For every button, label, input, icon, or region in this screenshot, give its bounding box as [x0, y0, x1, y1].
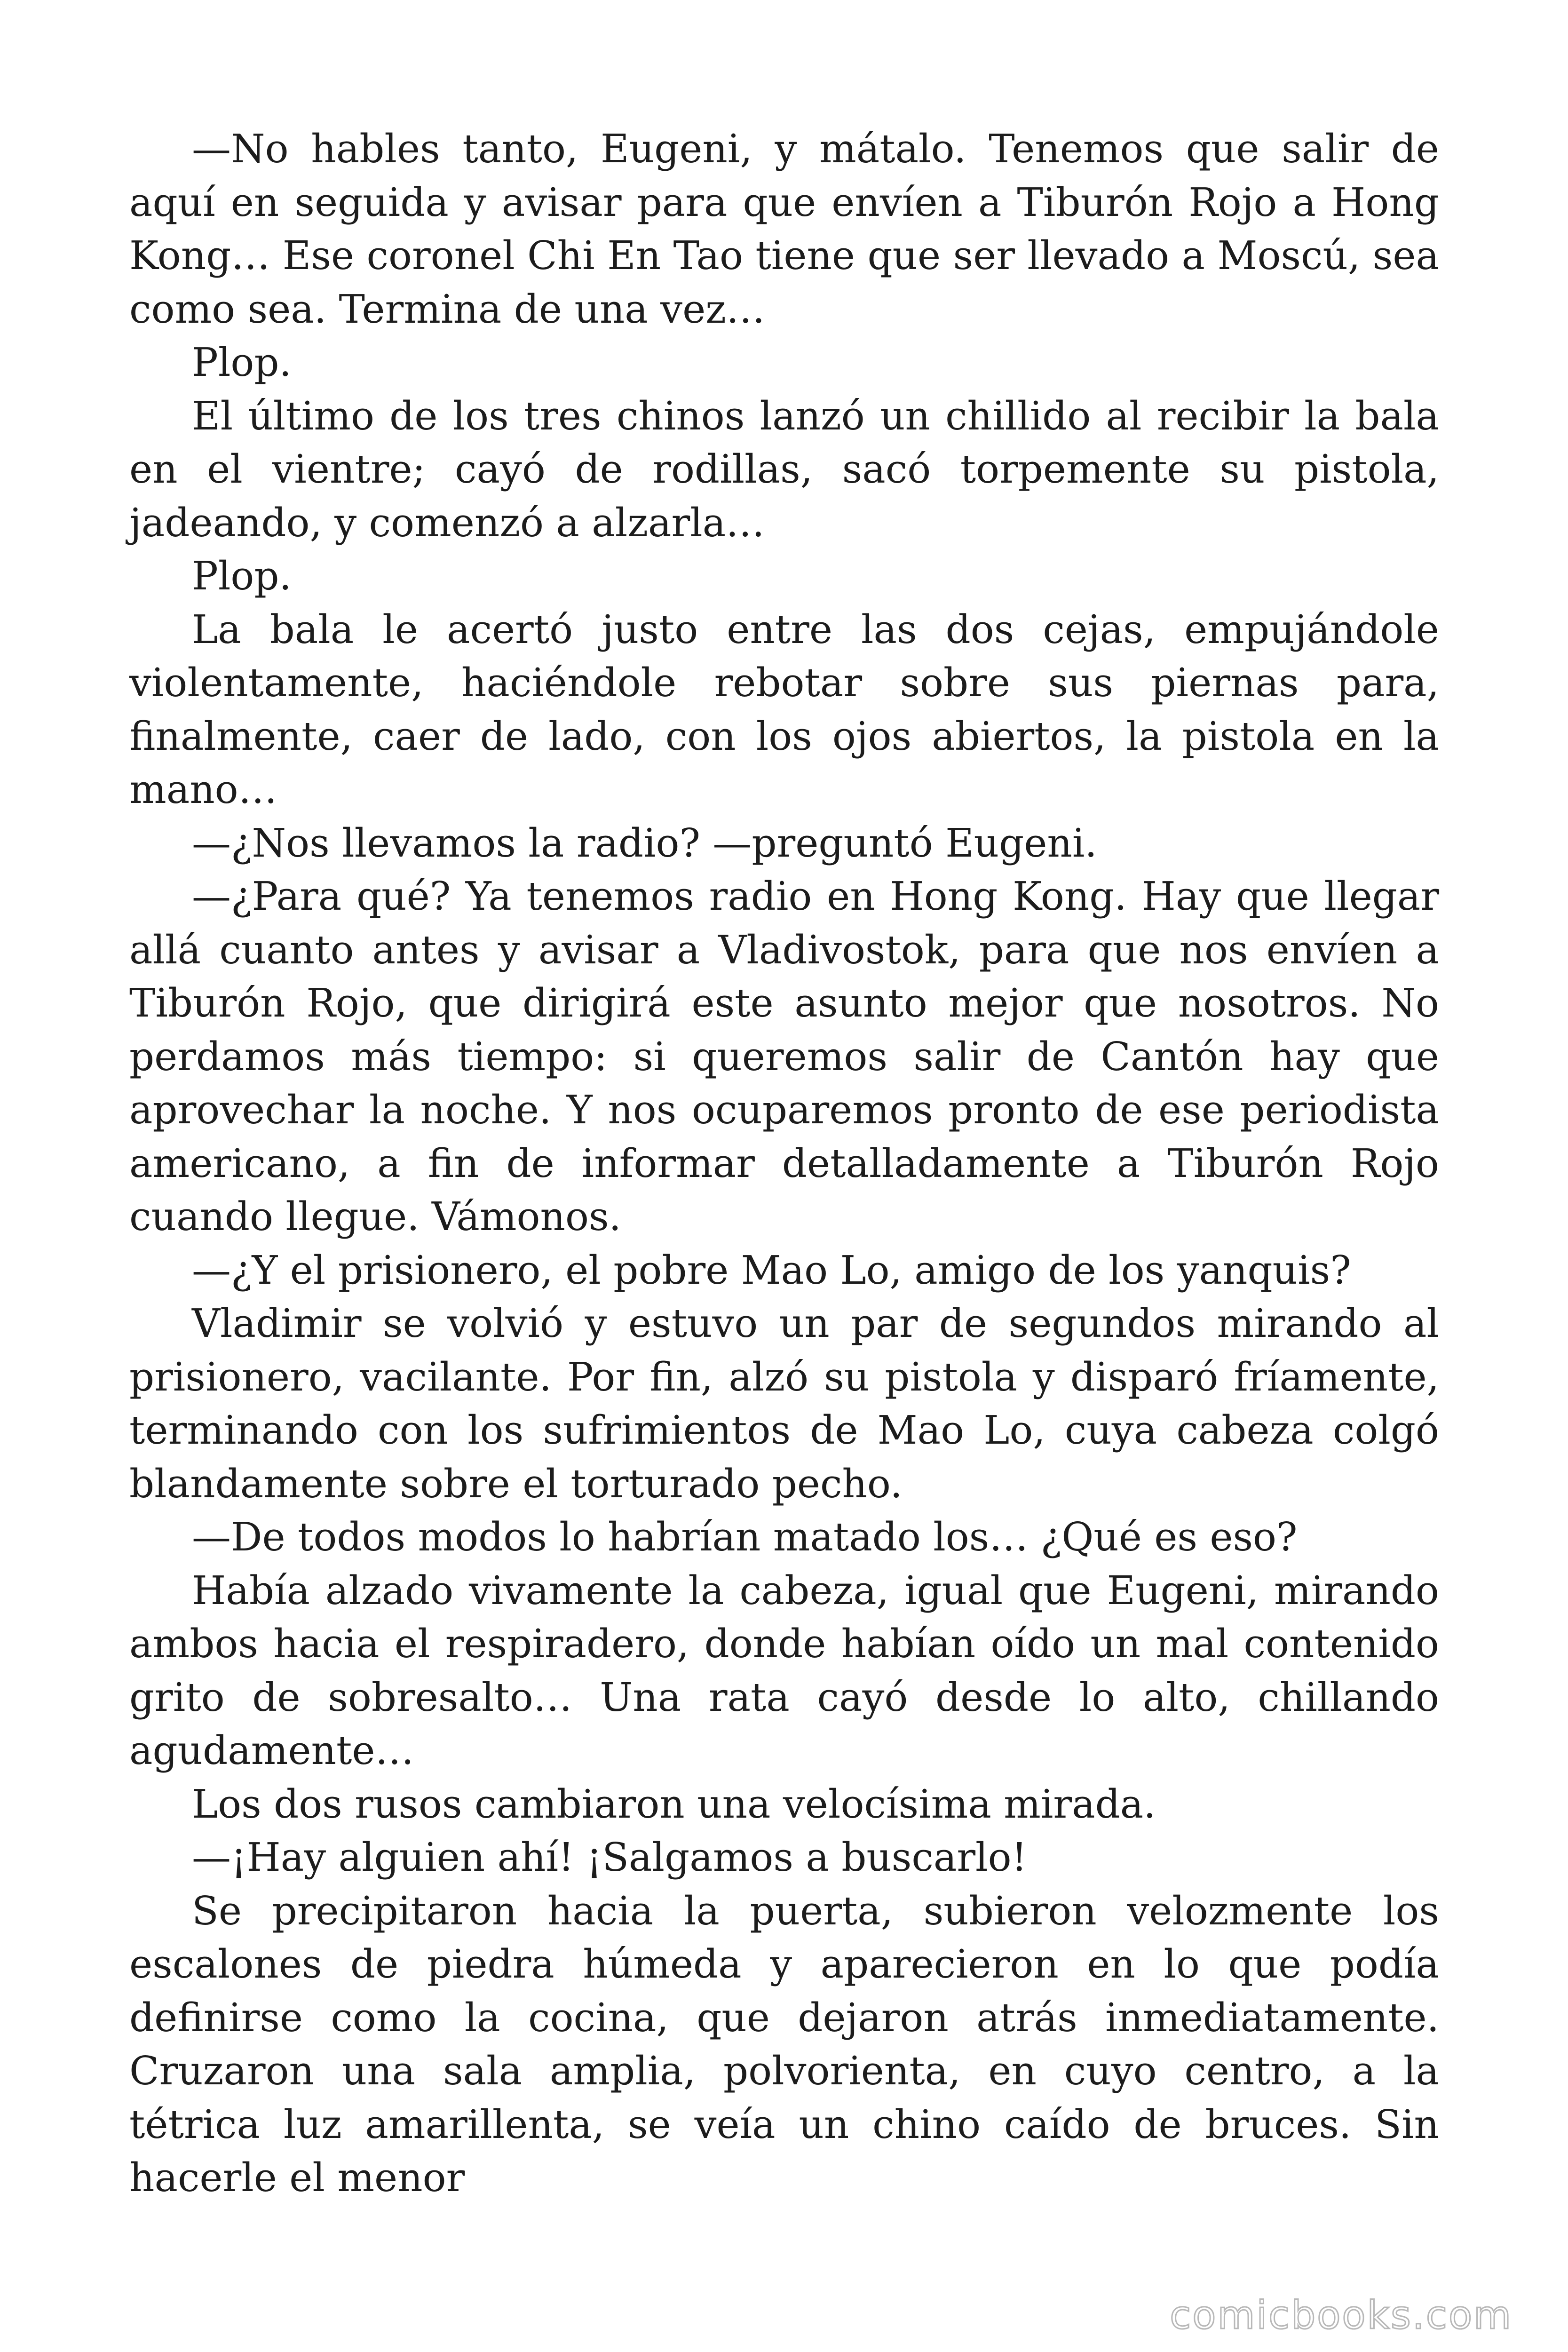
watermark: comicbooks.com	[1170, 2293, 1513, 2338]
paragraph: Vladimir se volvió y estuvo un par de segundos mirando al prisionero, vacilante. Por fin, alzó su pistola y disparó fríamente, terminando con los sufrimientos de Mao Lo, cuya cabeza colgó blandamente sobre el torturado pecho.	[129, 1301, 1439, 1507]
paragraph: —De todos modos lo habrían matado los… ¿Qué es eso?	[192, 1514, 1298, 1560]
paragraph: El último de los tres chinos lanzó un chillido al recibir la bala en el vientre; cayó de rodillas, sacó torpemente su pistola, jadeando, y comenzó a alzarla…	[129, 393, 1439, 546]
paragraph: Los dos rusos cambiaron una velocísima mirada.	[192, 1781, 1156, 1827]
paragraph: —¿Nos llevamos la radio? —preguntó Eugeni.	[192, 820, 1097, 866]
paragraph: —¿Y el prisionero, el pobre Mao Lo, amigo de los yanquis?	[192, 1247, 1351, 1293]
paragraph: —¿Para qué? Ya tenemos radio en Hong Kong. Hay que llegar allá cuanto antes y avisar a Vladivostok, para que nos envíen a Tiburón Rojo, que dirigirá este asunto mejor que nosotros. No perdamos más tiempo: si queremos salir de Cantón hay que aprovechar la noche. Y nos ocuparemos pronto de ese periodista americano, a fin de informar detalladamente a Tiburón Rojo cuando llegue. Vámonos.	[129, 874, 1439, 1240]
paragraph: Había alzado vivamente la cabeza, igual que Eugeni, mirando ambos hacia el respiradero, donde habían oído un mal contenido grito de sobresalto… Una rata cayó desde lo alto, chillando agudamente…	[129, 1567, 1439, 1773]
paragraph: Se precipitaron hacia la puerta, subieron velozmente los escalones de piedra húmeda y aparecieron en lo que podía definirse como la cocina, que dejaron atrás inmediatamente. Cruzaron una sala amplia, polvorienta, en cuyo centro, a la tétrica luz amarillenta, se veía un chino caído de bruces. Sin hacerle el menor	[129, 1888, 1439, 2201]
paragraph: Plop.	[192, 553, 292, 599]
paragraph: Plop.	[192, 340, 292, 385]
paragraph: —¡Hay alguien ahí! ¡Salgamos a buscarlo!	[192, 1835, 1027, 1880]
book-page-text	[129, 122, 1439, 2205]
paragraph: La bala le acertó justo entre las dos cejas, empujándole violentamente, haciéndole rebotar sobre sus piernas para, finalmente, caer de lado, con los ojos abiertos, la pistola en la mano…	[129, 606, 1439, 812]
paragraph: —No hables tanto, Eugeni, y mátalo. Tenemos que salir de aquí en seguida y avisar para que envíen a Tiburón Rojo a Hong Kong… Ese coronel Chi En Tao tiene que ser llevado a Moscú, sea como sea. Termina de una vez…	[129, 126, 1439, 332]
